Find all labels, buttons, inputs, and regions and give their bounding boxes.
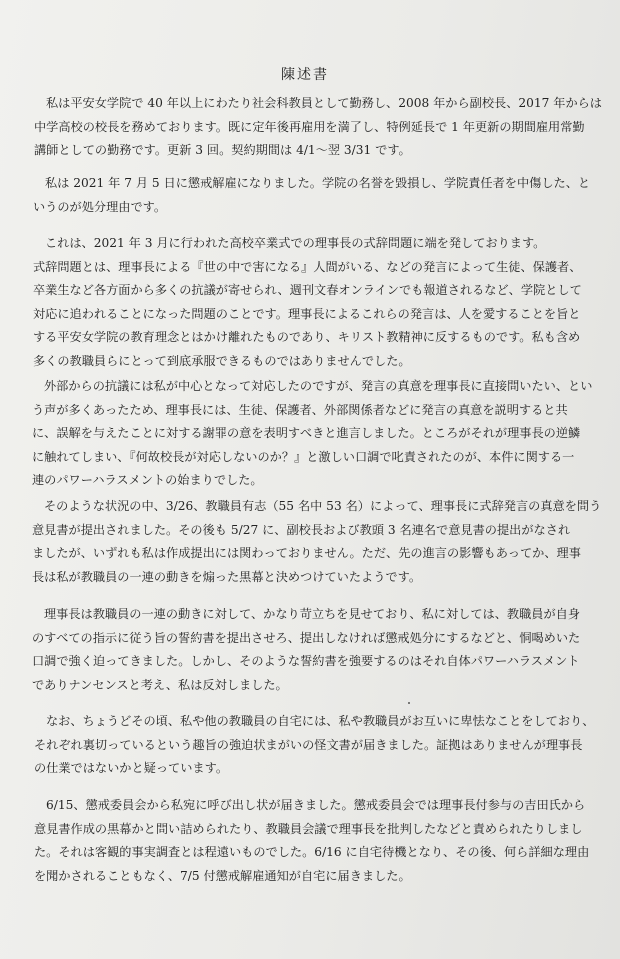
- text-line: う声が多くあったため、理事長には、生徒、保護者、外部関係者などに発言の真意を説明すると共: [32, 402, 568, 417]
- text-line: を聞かされることもなく、7/5 付懲戒解雇通知が自宅に届きました。: [34, 868, 411, 883]
- text-line: 理事長は教職員の一連の動きに対して、かなり苛立ちを見せており、私に対しては、教職員が自身: [44, 607, 581, 621]
- text-line: 卒業生など各方面から多くの抗議が寄せられ、週刊文春オンラインでも報道されるなど、学院として: [33, 283, 582, 297]
- text-line: 私は平安女学院で 40 年以上にわたり社会科教員として勤務し、2008 年から副校長、2017 年からは: [45, 96, 603, 110]
- text-line: た。それは客観的事実調査とは程遠いものでした。6/16 に自宅待機となり、その後、何ら詳細な理由: [34, 845, 590, 859]
- text-line: の仕業ではないかと疑っています。: [34, 761, 229, 775]
- text-line: 意見書が提出されました。その後も 5/27 に、副校長および教頭 3 名連名で意見書の提出がなされ: [32, 522, 571, 537]
- text-line: 口調で強く迫ってきました。しかし、そのような誓約書を強要するのはそれ自体パワーハラスメント: [32, 654, 580, 668]
- text-line: 講師としての勤務です。更新 3 回。契約期間は 4/1～翌 3/31 です。: [34, 143, 411, 157]
- text-line: のすべての指示に従う旨の誓約書を提出させろ、提出しなければ懲戒処分にするなどと、恫喝めいた: [32, 630, 581, 645]
- paragraph: [33, 172, 590, 219]
- text-line: でありナンセンスと考え、私は反対しました。: [32, 677, 288, 692]
- text-line: 意見書作成の黒幕かと問い詰められたり、教職員会議で理事長を批判したなどと責められたりしまし: [34, 821, 583, 836]
- paper-speck: [408, 702, 410, 704]
- text-line: 式辞問題とは、理事長による『世の中で害になる』人間がいる、などの発言によって生徒、保護者、: [33, 259, 582, 274]
- text-line: ましたが、いずれも私は作成提出には関わっておりません。ただ、先の進言の影響もあってか、理事: [32, 546, 581, 560]
- document-title: 陳述書: [281, 67, 329, 83]
- paragraph: [34, 794, 589, 888]
- text-line: に触れてしまい、『何故校長が対応しないのか？』と激しい口調で叱責されたのが、本件に関する一: [32, 449, 575, 464]
- text-line: 6/15、懲戒委員会から私宛に呼び出し状が届きました。懲戒委員会では理事長付参与の吉田氏から: [46, 798, 586, 812]
- text-line: いうのが処分理由です。: [33, 199, 167, 214]
- text-line: 多くの教職員らにとって到底承服できるものではありませんでした。: [33, 353, 411, 368]
- text-line: 私は 2021 年 7 月 5 日に懲戒解雇になりました。学院の名誉を毀損し、学院責任者を中傷した、と: [45, 176, 591, 190]
- paragraph: [32, 495, 601, 589]
- text-line: 中学高校の校長を務めております。既に定年後再雇用を満了し、特例延長で 1 年更新の期間雇用常勤: [34, 119, 585, 134]
- paragraph: [32, 603, 580, 697]
- paragraph: [34, 710, 594, 781]
- text-line: 対応に追われることになった問題のことです。理事長によるこれらの発言は、人を愛することを旨と: [33, 306, 581, 321]
- text-line: 外部からの抗議には私が中心となって対応したのですが、発言の真意を理事長に直接問いたい、とい: [44, 379, 593, 393]
- text-line: する平安女学院の教育理念とはかけ離れたものであり、キリスト教精神に反するものです。私も含め: [33, 330, 581, 344]
- text-line: 連のパワーハラスメントの始まりでした。: [32, 473, 263, 487]
- paragraph: [33, 232, 582, 373]
- text-line: 長は私が教職員の一連の動きを煽った黒幕と決めつけていたようです。: [32, 569, 422, 584]
- text-line: これは、2021 年 3 月に行われた高校卒業式での理事長の式辞問題に端を発しております。: [45, 236, 546, 250]
- paragraph: [32, 375, 592, 493]
- text-line: なお、ちょうどその頃、私や他の教職員の自宅には、私や教職員がお互いに卑怯なことをしており、: [46, 714, 595, 728]
- text-line: そのような状況の中、3/26、教職員有志（55 名中 53 名）によって、理事長に式辞発言の真意を問う: [44, 499, 602, 513]
- text-line: に、誤解を与えたことに対する謝罪の意を表明すべきと進言しました。ところがそれが理事長の逆鱗: [32, 426, 581, 440]
- text-line: それぞれ裏切っているという趣旨の強迫状まがいの怪文書が届きました。証拠はありませんが理事長: [34, 737, 583, 752]
- paragraph: [34, 92, 602, 163]
